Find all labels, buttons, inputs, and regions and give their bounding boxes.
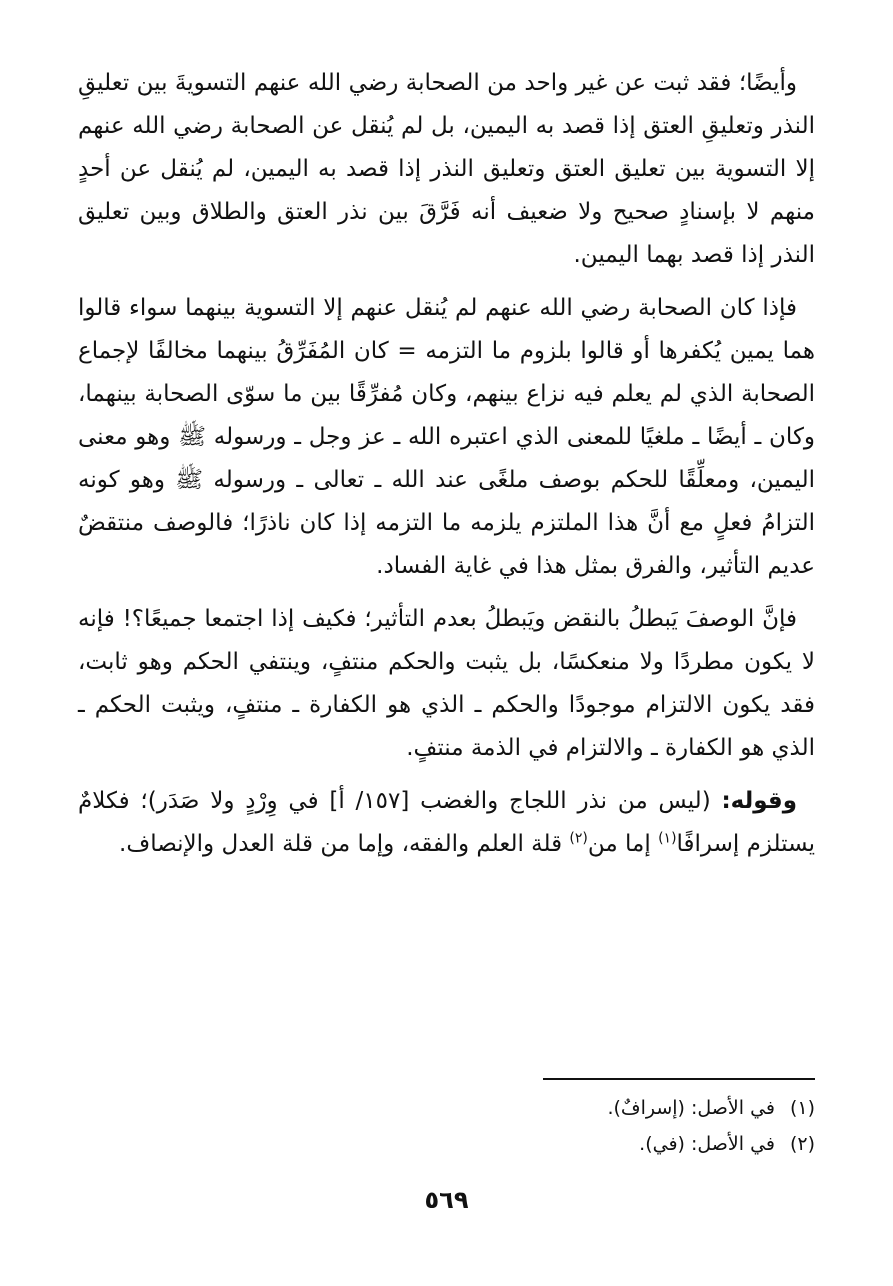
paragraph-1: وأيضًا؛ فقد ثبت عن غير واحد من الصحابة رضي الله عنهم التسويةَ بين تعليقِ النذر وتعليقِ العتق إذا قصد به اليمين، بل لم يُنقل عن الصحابة رضي الله عنهم إلا التسوية بين تعليق العتق وتعليق النذر إذا قصد به اليمين، لم يُنقل عن أحدٍ منهم لا بإسنادٍ صحيح ولا ضعيف أنه فَرَّقَ بين نذر العتق والطلاق وبين تعليق النذر إذا قصد بهما اليمين. [78, 70, 815, 268]
footnote-ref-2: (٢) [569, 830, 588, 847]
paragraph-2: فإذا كان الصحابة رضي الله عنهم لم يُنقل عنهم إلا التسوية بينهما سواء قالوا هما يمين يُكفرها أو قالوا بلزوم ما التزمه = كان المُفَرِّقُ بينهما مخالفًا لإجماع الصحابة الذي لم يعلم فيه نزاع بينهم، وكان مُفرِّقًا بين ما سوّى الصحابة بينهما، وكان ـ أيضًا ـ ملغيًا للمعنى الذي اعتبره الله ـ عز وجل ـ ورسوله ﷺ وهو معنى اليمين، ومعلِّقًا للحكم بوصف ملغًى عند الله ـ تعالى ـ ورسوله ﷺ وهو كونه التزامُ فعلٍ مع أنَّ هذا الملتزم يلزمه ما التزمه إذا كان ناذرًا؛ فالوصف منتقضٌ عديم التأثير، والفرق بمثل هذا في غاية الفساد. [78, 295, 815, 579]
footnote-ref-1: (١) [658, 830, 677, 847]
paragraph-4-text-a: (ليس من نذر اللجاج والغضب [١٥٧/ أ] في وِرْدٍ ولا صَدَر)؛ فكلامٌ يستلزم إسرافًا [78, 788, 815, 857]
footnote-2 [78, 1126, 815, 1162]
page-number: ٥٦٩ [424, 1186, 469, 1214]
footnotes [78, 1090, 815, 1162]
paragraph-4-text-b: إما من [587, 831, 659, 857]
footnote-2-text: في الأصل: (في). [639, 1133, 775, 1155]
page-body [78, 62, 815, 876]
footnote-divider [543, 1078, 815, 1080]
paragraph-4 [78, 780, 815, 866]
paragraph-4-text-c: قلة العلم والفقه، وإما من قلة العدل والإنصاف. [119, 831, 570, 857]
footnote-2-number: (٢) [789, 1133, 815, 1155]
paragraph-3: فإنَّ الوصفَ يَبطلُ بالنقض ويَبطلُ بعدم التأثير؛ فكيف إذا اجتمعا جميعًا؟! فإنه لا يكون مطردًا ولا منعكسًا، بل يثبت والحكم منتفٍ، وينتفي الحكم وهو ثابت، فقد يكون الالتزام موجودًا والحكم ـ الذي هو الكفارة ـ منتفٍ، ويثبت الحكم ـ الذي هو الكفارة ـ والالتزام في الذمة منتفٍ. [78, 606, 815, 761]
footnote-1-number: (١) [789, 1097, 815, 1119]
footnote-1-text: في الأصل: (إسرافٌ). [607, 1097, 775, 1119]
footnote-1 [78, 1090, 815, 1126]
paragraph-4-lead: وقوله: [721, 788, 798, 814]
